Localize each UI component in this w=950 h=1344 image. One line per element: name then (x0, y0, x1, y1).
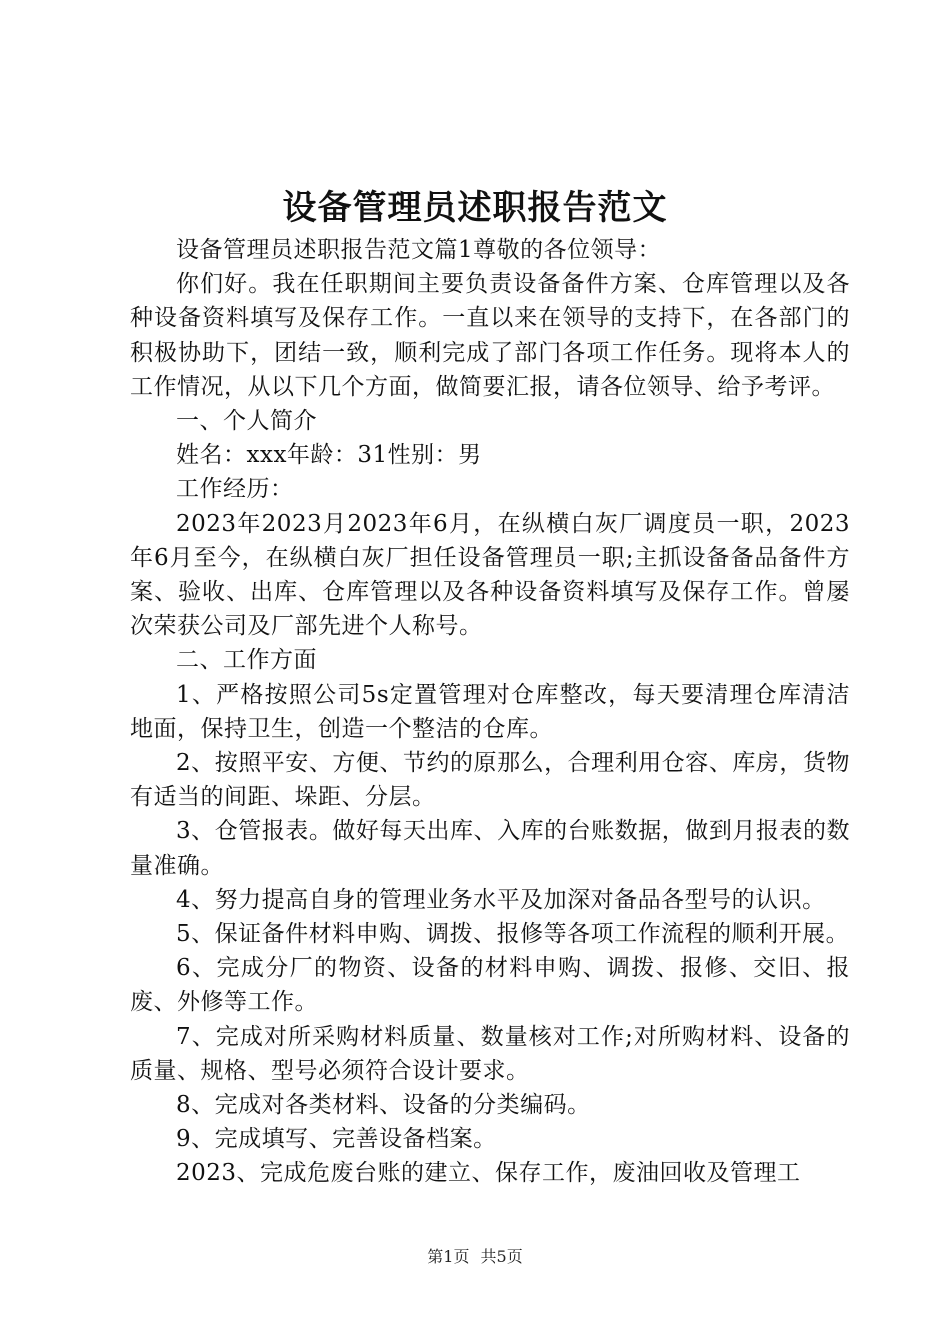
list-item: 6、完成分厂的物资、设备的材料申购、调拨、报修、交旧、报废、外修等工作。 (130, 955, 850, 1016)
list-item: 9、完成填写、完善设备档案。 (176, 1126, 497, 1153)
section-heading: 一、个人简介 (176, 408, 317, 435)
list-item: 8、完成对各类材料、设备的分类编码。 (176, 1092, 591, 1119)
list-item: 7、完成对所采购材料质量、数量核对工作;对所购材料、设备的质量、规格、型号必须符合设计要求。 (130, 1023, 850, 1084)
page-total: 共5页 (480, 1247, 523, 1266)
list-item: 2023、完成危废台账的建立、保存工作，废油回收及管理工 (176, 1160, 801, 1187)
page-number: 第1页 (427, 1247, 470, 1266)
section-heading: 二、工作方面 (176, 647, 317, 674)
list-item: 4、努力提高自身的管理业务水平及加深对备品各型号的认识。 (176, 886, 826, 913)
document-title: 设备管理员述职报告范文 (282, 188, 668, 228)
list-item: 5、保证备件材料申购、调拨、报修等各项工作流程的顺利开展。 (176, 921, 850, 948)
list-item: 2、按照平安、方便、节约的原那么，合理利用仓容、库房，货物有适当的间距、垛距、分层。 (130, 750, 850, 811)
paragraph: 你们好。我在任职期间主要负责设备备件方案、仓库管理以及各种设备资料填写及保存工作。一直以来在领导的支持下，在各部门的积极协助下，团结一致，顺利完成了部门各项工作任务。现将本人的工作情况，从以下几个方面，做简要汇报，请各位领导、给予考评。 (130, 271, 850, 400)
page-footer (0, 1244, 950, 1267)
list-item: 3、仓管报表。做好每天出库、入库的台账数据，做到月报表的数量准确。 (130, 818, 850, 879)
paragraph: 工作经历： (176, 476, 294, 503)
paragraph: 设备管理员述职报告范文篇1尊敬的各位领导： (176, 237, 662, 263)
list-item: 1、严格按照公司5s定置管理对仓库整改，每天要清理仓库清洁地面，保持卫生，创造一个整洁的仓库。 (130, 681, 850, 742)
document-body (130, 233, 850, 1191)
paragraph: 2023年2023月2023年6月，在纵横白灰厂调度员一职，2023年6月至今，在纵横白灰厂担任设备管理员一职;主抓设备备品备件方案、验收、出库、仓库管理以及各种设备资料填写及保存工作。曾屡次荣获公司及厂部先进个人称号。 (130, 510, 850, 640)
paragraph: 姓名：xxx年龄：31性别：男 (176, 442, 482, 469)
